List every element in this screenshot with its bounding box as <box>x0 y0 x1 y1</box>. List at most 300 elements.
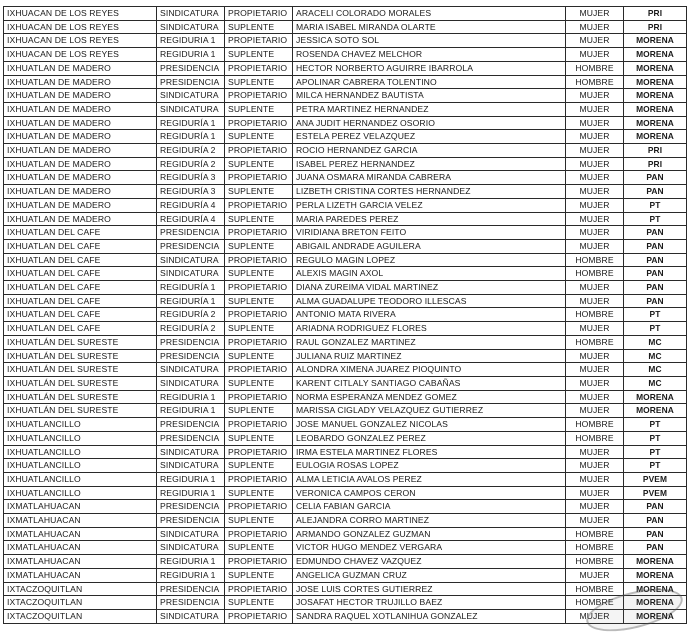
municipality-cell: IXHUATLAN DE MADERO <box>4 185 157 199</box>
position-cell: REGIDURIA 1 <box>157 404 225 418</box>
candidate-name-cell: PERLA LIZETH GARCIA VELEZ <box>293 198 566 212</box>
role-cell: SUPLENTE <box>225 185 293 199</box>
candidate-name-cell: ALONDRA XIMENA JUAREZ PIOQUINTO <box>293 363 566 377</box>
position-cell: PRESIDENCIA <box>157 335 225 349</box>
position-cell: REGIDURIA 1 <box>157 390 225 404</box>
party-cell: PRI <box>624 7 687 21</box>
municipality-cell: IXHUATLAN DE MADERO <box>4 89 157 103</box>
table-row <box>4 527 687 541</box>
table-row <box>4 363 687 377</box>
gender-cell: MUJER <box>566 445 624 459</box>
table-row <box>4 48 687 62</box>
municipality-cell: IXHUACAN DE LOS REYES <box>4 20 157 34</box>
table-row <box>4 7 687 21</box>
candidate-name-cell: MARIA ISABEL MIRANDA OLARTE <box>293 20 566 34</box>
municipality-cell: IXTACZOQUITLAN <box>4 609 157 623</box>
candidate-name-cell: KARENT CITLALY SANTIAGO CABAÑAS <box>293 376 566 390</box>
candidate-name-cell: RAUL GONZALEZ MARTINEZ <box>293 335 566 349</box>
gender-cell: MUJER <box>566 390 624 404</box>
role-cell: SUPLENTE <box>225 20 293 34</box>
party-cell: PRI <box>624 157 687 171</box>
gender-cell: HOMBRE <box>566 253 624 267</box>
municipality-cell: IXHUATLAN DE MADERO <box>4 130 157 144</box>
party-cell: PVEM <box>624 486 687 500</box>
position-cell: SINDICATURA <box>157 102 225 116</box>
role-cell: SUPLENTE <box>225 294 293 308</box>
position-cell: PRESIDENCIA <box>157 349 225 363</box>
gender-cell: MUJER <box>566 500 624 514</box>
candidate-name-cell: REGULO MAGIN LOPEZ <box>293 253 566 267</box>
candidate-name-cell: IRMA ESTELA MARTINEZ FLORES <box>293 445 566 459</box>
role-cell: SUPLENTE <box>225 130 293 144</box>
municipality-cell: IXHUATLAN DEL CAFE <box>4 308 157 322</box>
party-cell: MORENA <box>624 404 687 418</box>
party-cell: PT <box>624 459 687 473</box>
position-cell: PRESIDENCIA <box>157 239 225 253</box>
role-cell: PROPIETARIO <box>225 7 293 21</box>
table-row <box>4 445 687 459</box>
role-cell: PROPIETARIO <box>225 609 293 623</box>
role-cell: SUPLENTE <box>225 322 293 336</box>
gender-cell: MUJER <box>566 212 624 226</box>
candidate-name-cell: SANDRA RAQUEL XOTLANIHUA GONZALEZ <box>293 609 566 623</box>
position-cell: PRESIDENCIA <box>157 61 225 75</box>
party-cell: MC <box>624 349 687 363</box>
candidate-name-cell: ESTELA PEREZ VELAZQUEZ <box>293 130 566 144</box>
table-row <box>4 541 687 555</box>
candidate-name-cell: MARISSA CIGLADY VELAZQUEZ GUTIERREZ <box>293 404 566 418</box>
candidate-name-cell: CELIA FABIAN GARCIA <box>293 500 566 514</box>
candidate-name-cell: ROCIO HERNANDEZ GARCIA <box>293 144 566 158</box>
party-cell: PT <box>624 445 687 459</box>
position-cell: SINDICATURA <box>157 459 225 473</box>
candidate-table-body <box>4 7 687 624</box>
position-cell: REGIDURÍA 3 <box>157 171 225 185</box>
role-cell: SUPLENTE <box>225 157 293 171</box>
municipality-cell: IXHUATLANCILLO <box>4 486 157 500</box>
party-cell: PAN <box>624 267 687 281</box>
party-cell: PAN <box>624 281 687 295</box>
table-row <box>4 418 687 432</box>
table-row <box>4 253 687 267</box>
role-cell: PROPIETARIO <box>225 527 293 541</box>
role-cell: PROPIETARIO <box>225 226 293 240</box>
table-row <box>4 171 687 185</box>
party-cell: MORENA <box>624 130 687 144</box>
party-cell: MORENA <box>624 48 687 62</box>
gender-cell: MUJER <box>566 198 624 212</box>
role-cell: SUPLENTE <box>225 596 293 610</box>
municipality-cell: IXHUATLÁN DEL SURESTE <box>4 335 157 349</box>
municipality-cell: IXHUACAN DE LOS REYES <box>4 48 157 62</box>
party-cell: MORENA <box>624 89 687 103</box>
municipality-cell: IXHUATLÁN DEL SURESTE <box>4 404 157 418</box>
position-cell: PRESIDENCIA <box>157 418 225 432</box>
municipality-cell: IXHUATLAN DE MADERO <box>4 198 157 212</box>
municipality-cell: IXHUATLAN DEL CAFE <box>4 239 157 253</box>
municipality-cell: IXHUATLAN DEL CAFE <box>4 322 157 336</box>
gender-cell: HOMBRE <box>566 267 624 281</box>
municipality-cell: IXTACZOQUITLAN <box>4 596 157 610</box>
gender-cell: MUJER <box>566 349 624 363</box>
role-cell: PROPIETARIO <box>225 61 293 75</box>
gender-cell: MUJER <box>566 294 624 308</box>
gender-cell: MUJER <box>566 185 624 199</box>
municipality-cell: IXMATLAHUACAN <box>4 541 157 555</box>
party-cell: PAN <box>624 527 687 541</box>
role-cell: PROPIETARIO <box>225 500 293 514</box>
gender-cell: MUJER <box>566 157 624 171</box>
role-cell: SUPLENTE <box>225 431 293 445</box>
position-cell: REGIDURIA 1 <box>157 472 225 486</box>
gender-cell: MUJER <box>566 48 624 62</box>
table-row <box>4 349 687 363</box>
gender-cell: HOMBRE <box>566 596 624 610</box>
table-row <box>4 198 687 212</box>
table-row <box>4 130 687 144</box>
party-cell: PAN <box>624 541 687 555</box>
gender-cell: MUJER <box>566 20 624 34</box>
municipality-cell: IXHUATLAN DE MADERO <box>4 144 157 158</box>
table-row <box>4 185 687 199</box>
role-cell: SUPLENTE <box>225 212 293 226</box>
candidate-name-cell: VERONICA CAMPOS CERON <box>293 486 566 500</box>
table-row <box>4 226 687 240</box>
position-cell: SINDICATURA <box>157 253 225 267</box>
gender-cell: HOMBRE <box>566 335 624 349</box>
candidate-name-cell: ISABEL PEREZ HERNANDEZ <box>293 157 566 171</box>
table-row <box>4 568 687 582</box>
candidate-name-cell: ANGELICA GUZMAN CRUZ <box>293 568 566 582</box>
position-cell: REGIDURÍA 2 <box>157 308 225 322</box>
party-cell: PAN <box>624 185 687 199</box>
position-cell: REGIDURÍA 1 <box>157 281 225 295</box>
party-cell: PAN <box>624 253 687 267</box>
gender-cell: MUJER <box>566 226 624 240</box>
gender-cell: HOMBRE <box>566 75 624 89</box>
position-cell: REGIDURÍA 1 <box>157 294 225 308</box>
gender-cell: MUJER <box>566 472 624 486</box>
table-row <box>4 335 687 349</box>
candidate-name-cell: MARIA PAREDES PEREZ <box>293 212 566 226</box>
gender-cell: MUJER <box>566 102 624 116</box>
candidate-name-cell: JOSAFAT HECTOR TRUJILLO BAEZ <box>293 596 566 610</box>
party-cell: PT <box>624 198 687 212</box>
municipality-cell: IXHUATLÁN DEL SURESTE <box>4 376 157 390</box>
candidate-name-cell: ROSENDA CHAVEZ MELCHOR <box>293 48 566 62</box>
municipality-cell: IXHUATLAN DEL CAFE <box>4 226 157 240</box>
party-cell: MORENA <box>624 61 687 75</box>
party-cell: MC <box>624 363 687 377</box>
table-row <box>4 144 687 158</box>
role-cell: PROPIETARIO <box>225 472 293 486</box>
candidate-name-cell: EDMUNDO CHAVEZ VAZQUEZ <box>293 555 566 569</box>
role-cell: PROPIETARIO <box>225 34 293 48</box>
gender-cell: HOMBRE <box>566 418 624 432</box>
gender-cell: MUJER <box>566 568 624 582</box>
role-cell: PROPIETARIO <box>225 418 293 432</box>
party-cell: MORENA <box>624 390 687 404</box>
candidate-name-cell: ANTONIO MATA RIVERA <box>293 308 566 322</box>
position-cell: REGIDURIA 1 <box>157 555 225 569</box>
position-cell: SINDICATURA <box>157 89 225 103</box>
role-cell: PROPIETARIO <box>225 555 293 569</box>
party-cell: PAN <box>624 226 687 240</box>
municipality-cell: IXHUATLAN DE MADERO <box>4 102 157 116</box>
position-cell: SINDICATURA <box>157 363 225 377</box>
role-cell: SUPLENTE <box>225 514 293 528</box>
role-cell: SUPLENTE <box>225 486 293 500</box>
table-row <box>4 116 687 130</box>
position-cell: REGIDURIA 1 <box>157 48 225 62</box>
candidate-name-cell: HECTOR NORBERTO AGUIRRE IBARROLA <box>293 61 566 75</box>
position-cell: PRESIDENCIA <box>157 596 225 610</box>
municipality-cell: IXHUATLAN DE MADERO <box>4 116 157 130</box>
candidate-name-cell: ARACELI COLORADO MORALES <box>293 7 566 21</box>
municipality-cell: IXHUATLANCILLO <box>4 418 157 432</box>
table-row <box>4 555 687 569</box>
candidate-name-cell: VICTOR HUGO MENDEZ VERGARA <box>293 541 566 555</box>
party-cell: MC <box>624 376 687 390</box>
party-cell: MC <box>624 335 687 349</box>
candidate-name-cell: VIRIDIANA BRETON FEITO <box>293 226 566 240</box>
candidate-name-cell: NORMA ESPERANZA MENDEZ GOMEZ <box>293 390 566 404</box>
role-cell: SUPLENTE <box>225 404 293 418</box>
candidate-name-cell: ARMANDO GONZALEZ GUZMAN <box>293 527 566 541</box>
party-cell: PAN <box>624 171 687 185</box>
candidate-name-cell: LEOBARDO GONZALEZ PEREZ <box>293 431 566 445</box>
candidate-name-cell: ALEJANDRA CORRO MARTINEZ <box>293 514 566 528</box>
candidate-name-cell: ABIGAIL ANDRADE AGUILERA <box>293 239 566 253</box>
position-cell: REGIDURÍA 4 <box>157 198 225 212</box>
position-cell: REGIDURÍA 2 <box>157 322 225 336</box>
role-cell: PROPIETARIO <box>225 308 293 322</box>
candidate-name-cell: ARIADNA RODRIGUEZ FLORES <box>293 322 566 336</box>
gender-cell: MUJER <box>566 404 624 418</box>
role-cell: PROPIETARIO <box>225 281 293 295</box>
municipality-cell: IXHUATLAN DEL CAFE <box>4 281 157 295</box>
candidate-name-cell: APOLINAR CABRERA TOLENTINO <box>293 75 566 89</box>
position-cell: REGIDURÍA 4 <box>157 212 225 226</box>
role-cell: SUPLENTE <box>225 75 293 89</box>
position-cell: REGIDURÍA 3 <box>157 185 225 199</box>
party-cell: MORENA <box>624 568 687 582</box>
party-cell: PAN <box>624 294 687 308</box>
municipality-cell: IXHUATLAN DE MADERO <box>4 157 157 171</box>
table-row <box>4 20 687 34</box>
position-cell: SINDICATURA <box>157 20 225 34</box>
party-cell: PAN <box>624 239 687 253</box>
party-cell: PT <box>624 431 687 445</box>
gender-cell: HOMBRE <box>566 541 624 555</box>
role-cell: SUPLENTE <box>225 239 293 253</box>
party-cell: MORENA <box>624 34 687 48</box>
candidate-name-cell: JULIANA RUIZ MARTINEZ <box>293 349 566 363</box>
role-cell: SUPLENTE <box>225 349 293 363</box>
role-cell: SUPLENTE <box>225 459 293 473</box>
table-row <box>4 431 687 445</box>
table-row <box>4 486 687 500</box>
party-cell: PRI <box>624 144 687 158</box>
gender-cell: MUJER <box>566 144 624 158</box>
party-cell: MORENA <box>624 596 687 610</box>
position-cell: PRESIDENCIA <box>157 226 225 240</box>
municipality-cell: IXHUATLANCILLO <box>4 445 157 459</box>
gender-cell: MUJER <box>566 7 624 21</box>
table-row <box>4 157 687 171</box>
gender-cell: HOMBRE <box>566 308 624 322</box>
position-cell: SINDICATURA <box>157 541 225 555</box>
table-row <box>4 404 687 418</box>
role-cell: PROPIETARIO <box>225 144 293 158</box>
municipality-cell: IXMATLAHUACAN <box>4 527 157 541</box>
position-cell: PRESIDENCIA <box>157 582 225 596</box>
table-row <box>4 89 687 103</box>
position-cell: SINDICATURA <box>157 7 225 21</box>
gender-cell: MUJER <box>566 363 624 377</box>
municipality-cell: IXMATLAHUACAN <box>4 500 157 514</box>
candidate-name-cell: PETRA MARTINEZ HERNANDEZ <box>293 102 566 116</box>
party-cell: PT <box>624 322 687 336</box>
table-row <box>4 500 687 514</box>
candidate-name-cell: ALMA LETICIA AVALOS PEREZ <box>293 472 566 486</box>
table-row <box>4 75 687 89</box>
party-cell: PRI <box>624 20 687 34</box>
gender-cell: MUJER <box>566 239 624 253</box>
candidate-table <box>3 6 687 624</box>
position-cell: PRESIDENCIA <box>157 514 225 528</box>
position-cell: REGIDURÍA 1 <box>157 116 225 130</box>
table-row <box>4 459 687 473</box>
gender-cell: MUJER <box>566 514 624 528</box>
role-cell: PROPIETARIO <box>225 116 293 130</box>
gender-cell: HOMBRE <box>566 527 624 541</box>
position-cell: PRESIDENCIA <box>157 431 225 445</box>
candidate-name-cell: JUANA OSMARA MIRANDA CABRERA <box>293 171 566 185</box>
municipality-cell: IXTACZOQUITLAN <box>4 582 157 596</box>
municipality-cell: IXHUATLAN DE MADERO <box>4 75 157 89</box>
table-row <box>4 609 687 623</box>
party-cell: PAN <box>624 500 687 514</box>
gender-cell: MUJER <box>566 281 624 295</box>
gender-cell: MUJER <box>566 34 624 48</box>
role-cell: SUPLENTE <box>225 541 293 555</box>
municipality-cell: IXHUATLÁN DEL SURESTE <box>4 349 157 363</box>
party-cell: MORENA <box>624 102 687 116</box>
role-cell: PROPIETARIO <box>225 335 293 349</box>
role-cell: SUPLENTE <box>225 102 293 116</box>
party-cell: PVEM <box>624 472 687 486</box>
gender-cell: MUJER <box>566 171 624 185</box>
candidate-roster-sheet <box>3 6 686 624</box>
candidate-name-cell: JOSE MANUEL GONZALEZ NICOLAS <box>293 418 566 432</box>
table-row <box>4 322 687 336</box>
party-cell: PAN <box>624 514 687 528</box>
candidate-name-cell: LIZBETH CRISTINA CORTES HERNANDEZ <box>293 185 566 199</box>
municipality-cell: IXHUATLANCILLO <box>4 431 157 445</box>
role-cell: PROPIETARIO <box>225 198 293 212</box>
party-cell: MORENA <box>624 555 687 569</box>
candidate-name-cell: ANA JUDIT HERNANDEZ OSORIO <box>293 116 566 130</box>
table-row <box>4 514 687 528</box>
candidate-name-cell: DIANA ZUREIMA VIDAL MARTINEZ <box>293 281 566 295</box>
gender-cell: MUJER <box>566 376 624 390</box>
table-row <box>4 582 687 596</box>
role-cell: PROPIETARIO <box>225 253 293 267</box>
table-row <box>4 239 687 253</box>
table-row <box>4 281 687 295</box>
municipality-cell: IXMATLAHUACAN <box>4 555 157 569</box>
municipality-cell: IXHUATLANCILLO <box>4 472 157 486</box>
position-cell: SINDICATURA <box>157 527 225 541</box>
gender-cell: MUJER <box>566 116 624 130</box>
position-cell: REGIDURÍA 2 <box>157 157 225 171</box>
candidate-name-cell: ALMA GUADALUPE TEODORO ILLESCAS <box>293 294 566 308</box>
party-cell: PT <box>624 212 687 226</box>
position-cell: PRESIDENCIA <box>157 75 225 89</box>
municipality-cell: IXHUATLAN DEL CAFE <box>4 294 157 308</box>
municipality-cell: IXHUACAN DE LOS REYES <box>4 34 157 48</box>
position-cell: SINDICATURA <box>157 445 225 459</box>
table-row <box>4 376 687 390</box>
position-cell: SINDICATURA <box>157 376 225 390</box>
table-row <box>4 596 687 610</box>
role-cell: PROPIETARIO <box>225 582 293 596</box>
position-cell: SINDICATURA <box>157 609 225 623</box>
gender-cell: MUJER <box>566 130 624 144</box>
municipality-cell: IXHUATLÁN DEL SURESTE <box>4 390 157 404</box>
position-cell: REGIDURIA 1 <box>157 486 225 500</box>
table-row <box>4 267 687 281</box>
gender-cell: HOMBRE <box>566 431 624 445</box>
municipality-cell: IXMATLAHUACAN <box>4 568 157 582</box>
position-cell: PRESIDENCIA <box>157 500 225 514</box>
candidate-name-cell: ALEXIS MAGIN AXOL <box>293 267 566 281</box>
candidate-name-cell: JOSE LUIS CORTES GUTIERREZ <box>293 582 566 596</box>
municipality-cell: IXHUATLAN DE MADERO <box>4 171 157 185</box>
municipality-cell: IXHUATLAN DE MADERO <box>4 212 157 226</box>
party-cell: PT <box>624 418 687 432</box>
role-cell: PROPIETARIO <box>225 171 293 185</box>
gender-cell: HOMBRE <box>566 61 624 75</box>
party-cell: PT <box>624 308 687 322</box>
table-row <box>4 212 687 226</box>
role-cell: SUPLENTE <box>225 267 293 281</box>
position-cell: REGIDURÍA 1 <box>157 130 225 144</box>
candidate-name-cell: JESSICA SOTO SOL <box>293 34 566 48</box>
role-cell: SUPLENTE <box>225 376 293 390</box>
municipality-cell: IXHUATLANCILLO <box>4 459 157 473</box>
gender-cell: HOMBRE <box>566 582 624 596</box>
party-cell: MORENA <box>624 75 687 89</box>
gender-cell: HOMBRE <box>566 555 624 569</box>
gender-cell: MUJER <box>566 89 624 103</box>
candidate-name-cell: MILCA HERNANDEZ BAUTISTA <box>293 89 566 103</box>
table-row <box>4 294 687 308</box>
party-cell: MORENA <box>624 609 687 623</box>
table-row <box>4 61 687 75</box>
table-row <box>4 308 687 322</box>
municipality-cell: IXHUACAN DE LOS REYES <box>4 7 157 21</box>
gender-cell: MUJER <box>566 322 624 336</box>
position-cell: REGIDURIA 1 <box>157 568 225 582</box>
municipality-cell: IXHUATLAN DE MADERO <box>4 61 157 75</box>
role-cell: PROPIETARIO <box>225 445 293 459</box>
position-cell: SINDICATURA <box>157 267 225 281</box>
table-row <box>4 34 687 48</box>
municipality-cell: IXHUATLÁN DEL SURESTE <box>4 363 157 377</box>
role-cell: PROPIETARIO <box>225 390 293 404</box>
